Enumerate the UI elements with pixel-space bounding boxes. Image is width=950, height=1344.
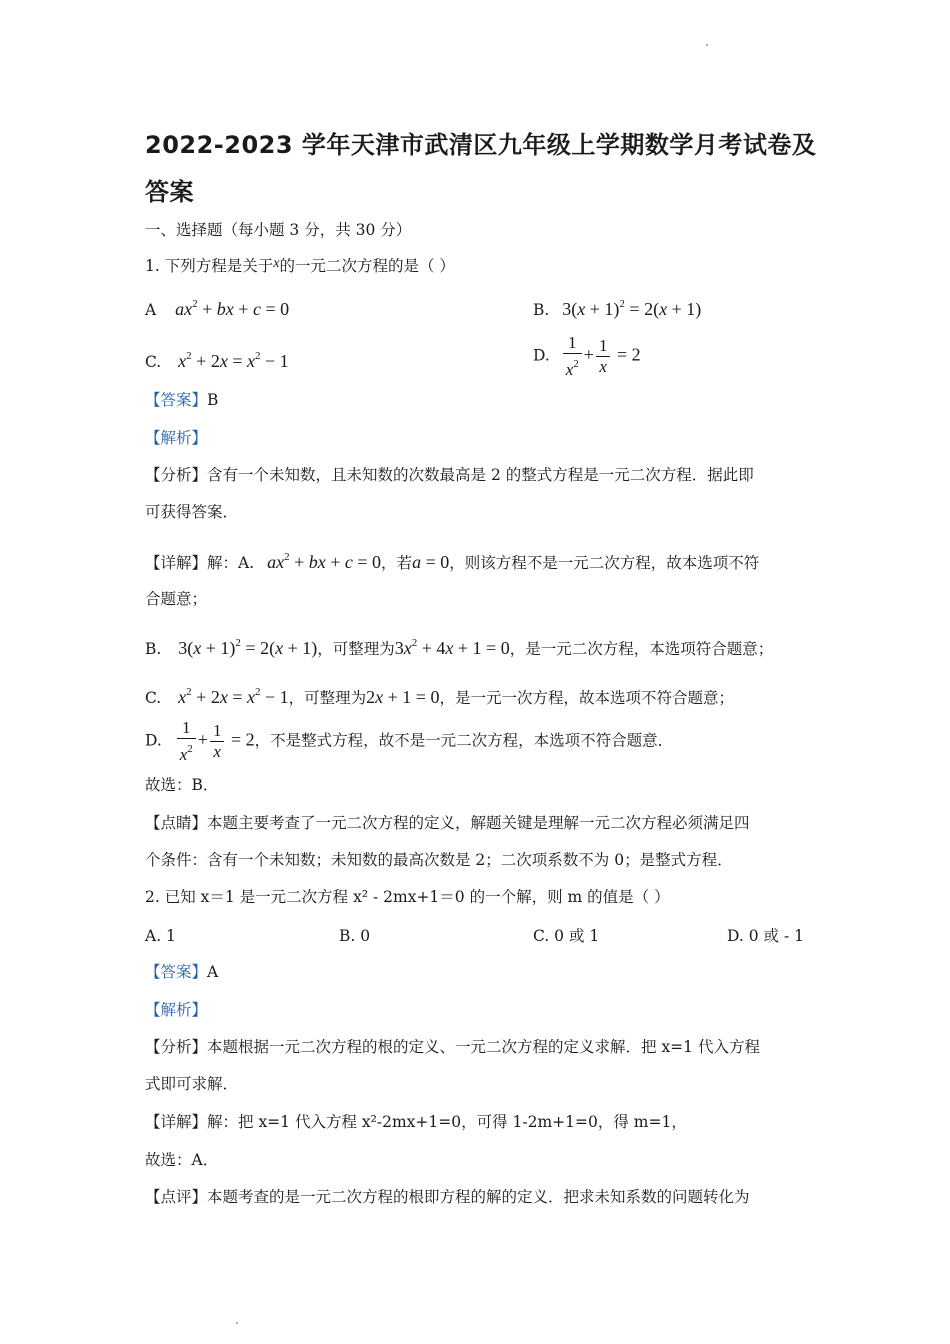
page-mark <box>236 1322 238 1324</box>
q1-fenxi: 【分析】含有一个未知数，且未知数的次数最高是 2 的整式方程是一元二次方程．据此即 <box>145 466 754 484</box>
q2-conclusion: 故选：A． <box>145 1151 219 1169</box>
page-mark <box>706 44 708 46</box>
q1-xiangjie-b: B. $3(x + 1)^2 = 2(x + 1)$，可整理为$3x^2 + 4x + 1 = 0$，是一元二次方程，本选项符合题意； <box>145 637 774 658</box>
q1-option-d: D. $\frac{1}{x^2}$ + $\frac{1}{x}$ = 2 <box>533 333 641 379</box>
q1-option-c: C. $x^2 + 2x = x^2 - 1$ <box>145 350 289 371</box>
q1-option-a: A $ax^2$ + bx + c = 0 <box>145 298 290 319</box>
q1-xiangjie-c: C. $x^2 + 2x = x^2 - 1$，可整理为2x + 1 = 0，是一元一次方程，故本选项不符合题意； <box>145 686 734 707</box>
document-title: 2022-2023 学年天津市武清区九年级上学期数学月考试卷及 <box>145 131 817 159</box>
q2-option-c: C. 0 或 1 <box>533 927 600 945</box>
q2-answer: 【答案】A <box>145 963 219 981</box>
q1-xiangjie-d: D. $\frac{1}{x^2}$ + $\frac{1}{x}$ = 2，不是整式方程，故不是一元二次方程，本选项不符合题意． <box>145 718 674 764</box>
q2-option-b: B. 0 <box>339 927 371 945</box>
q2-fenxi: 【分析】本题根据一元二次方程的根的定义、一元二次方程的定义求解．把 x=1 代入方程 <box>145 1038 760 1056</box>
q2-fenxi-cont: 式即可求解． <box>145 1075 239 1093</box>
q2-analysis-tag: 【解析】 <box>145 1001 208 1019</box>
q1-answer: 【答案】B <box>145 391 219 409</box>
q1-xiangjie-a-cont: 合题意； <box>145 590 208 608</box>
q2-dianping: 【点评】本题考查的是一元二次方程的根即方程的解的定义．把求未知系数的问题转化为 <box>145 1188 750 1206</box>
equation: $3(x + 1)^2 = 2(x + 1)$ <box>562 298 702 319</box>
question-1-stem: 1. 下列方程是关于x的一元二次方程的是（ ） <box>145 256 455 275</box>
section-heading: 一、选择题（每小题 3 分，共 30 分） <box>145 221 412 239</box>
q2-option-a: A. 1 <box>145 927 176 945</box>
equation: $ax^2$ + bx + c = 0 <box>175 298 290 319</box>
q1-xiangjie-a: 【详解】解：A. $ax^2$ + bx + c = 0，若a = 0，则该方程不是一元二次方程，故本选项不符 <box>145 551 760 572</box>
fraction: $\frac{1}{x^2}$ <box>563 333 582 380</box>
document-title-cont: 答案 <box>145 178 194 206</box>
q1-option-b: B. $3(x + 1)^2 = 2(x + 1)$ <box>533 298 702 319</box>
q1-conclusion: 故选：B． <box>145 776 219 794</box>
q1-analysis-tag: 【解析】 <box>145 429 208 447</box>
fraction: $\frac{1}{x}$ <box>596 336 611 377</box>
question-2-stem: 2. 已知 x＝1 是一元二次方程 x² - 2mx+1＝0 的一个解，则 m 的值是（ ） <box>145 888 670 906</box>
q1-fenxi-cont: 可获得答案． <box>145 503 239 521</box>
equation: $x^2 + 2x = x^2 - 1$ <box>178 350 289 371</box>
q2-option-d: D. 0 或 - 1 <box>727 927 804 945</box>
q1-dianjing-cont: 个条件：含有一个未知数；未知数的最高次数是 2；二次项系数不为 0；是整式方程． <box>145 851 733 869</box>
q1-dianjing: 【点睛】本题主要考查了一元二次方程的定义，解题关键是理解一元二次方程必须满足四 <box>145 814 750 832</box>
q2-xiangjie: 【详解】解：把 x=1 代入方程 x²-2mx+1=0，可得 1-2m+1=0，得 m=1， <box>145 1113 687 1131</box>
